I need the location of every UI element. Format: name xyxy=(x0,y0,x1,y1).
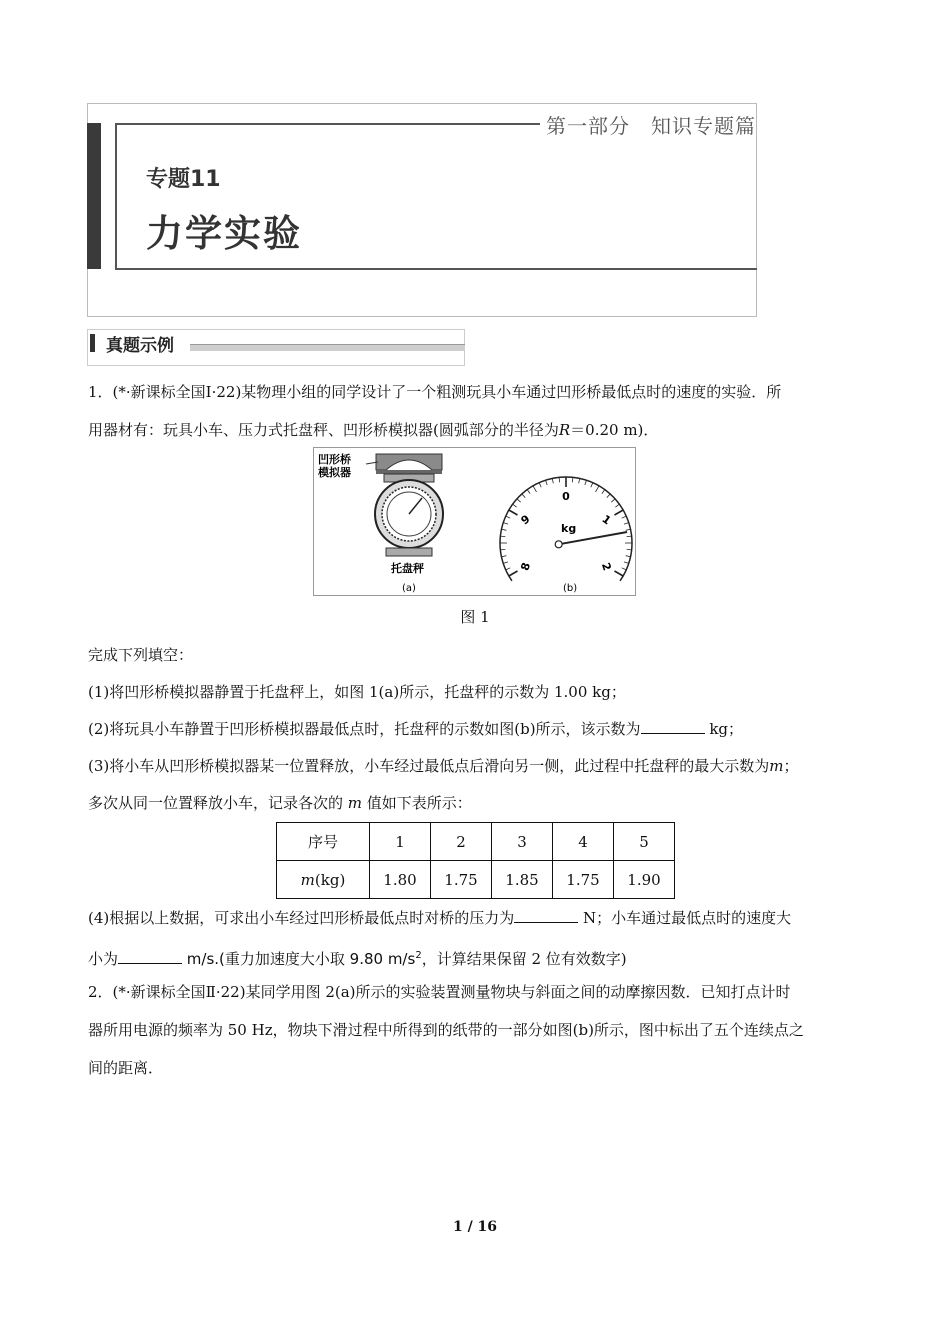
dial-tick-label: 8 xyxy=(518,561,534,573)
bridge-label: 凹形桥 xyxy=(318,453,351,466)
table-cell: 2 xyxy=(431,823,492,861)
question-1-text: 1．(*·新课标全国Ⅰ·22)某物理小组的同学设计了一个粗测玩具小车通过凹形桥最低点时的速度的实验．所 xyxy=(88,383,782,401)
item-3: 多次从同一位置释放小车，记录各次的 m 值如下表所示： xyxy=(88,794,472,812)
item-4: (4)根据以上数据，可求出小车经过凹形桥最低点时对桥的压力为 N；小车通过最低点时的速度大 xyxy=(88,909,792,927)
answer-blank[interactable] xyxy=(514,908,578,923)
answer-blank[interactable] xyxy=(641,719,705,734)
table-cell: 1.85 xyxy=(492,861,553,899)
dial-tick xyxy=(602,490,605,494)
dial-tick xyxy=(501,556,506,557)
dial-tick xyxy=(533,486,537,492)
dial-tick xyxy=(572,477,573,482)
topic-title: 力学实验 xyxy=(146,212,302,255)
dial-tick xyxy=(546,480,548,485)
dial-tick xyxy=(517,499,521,502)
dial-tick xyxy=(615,504,619,507)
section-rule xyxy=(190,344,465,351)
part-label: 第一部分 知识专题篇 xyxy=(546,114,756,138)
dial-tick xyxy=(626,556,631,557)
dial-tick xyxy=(552,478,553,483)
dial-tick xyxy=(585,480,587,485)
dial-tick xyxy=(503,523,508,525)
dial-tick xyxy=(506,516,511,518)
dial-tick-label: 0 xyxy=(562,490,570,503)
table-cell: 5 xyxy=(614,823,675,861)
item-2: (2)将玩具小车静置于凹形桥模拟器最低点时，托盘秤的示数如图(b)所示，该示数为 kg； xyxy=(88,720,744,738)
dial-tick xyxy=(539,483,541,488)
banner-divider xyxy=(115,123,117,270)
table-header-cell: m(kg) xyxy=(277,861,370,899)
dial-tick xyxy=(522,494,525,498)
dial-unit-label: kg xyxy=(561,522,577,535)
question-2-text: 间的距离． xyxy=(88,1059,164,1077)
question-2-text: 器所用电源的频率为 50 Hz，物块下滑过程中所得到的纸带的一部分如图(b)所示，图中标出了五个连续点之 xyxy=(88,1021,804,1039)
dial-tick xyxy=(579,478,580,483)
dial-tick xyxy=(509,571,518,576)
dial-tick-label: 2 xyxy=(598,561,614,573)
table-cell: 1.75 xyxy=(431,861,492,899)
dial-tick xyxy=(503,562,508,564)
dial-tick xyxy=(614,510,623,515)
topic-number: 专题11 xyxy=(146,167,221,192)
table-cell: 1 xyxy=(370,823,431,861)
item-3: (3)将小车从凹形桥模拟器某一位置释放，小车经过最低点后滑向另一侧，此过程中托盘秤的最大示数为m； xyxy=(88,757,799,775)
dial-tick xyxy=(611,499,615,502)
dial-tick-label: 9 xyxy=(518,512,533,528)
dial-tick xyxy=(622,516,627,518)
question-1-text: 用器材有：玩具小车、压力式托盘秤、凹形桥模拟器(圆弧部分的半径为R＝0.20 m)． xyxy=(88,421,659,439)
dial-tick xyxy=(500,549,505,550)
bridge-label: 模拟器 xyxy=(318,466,351,479)
instruction-text: 完成下列填空： xyxy=(88,646,194,664)
figure-caption: 图 1 xyxy=(460,608,490,626)
section-marker xyxy=(90,334,95,352)
question-2-text: 2．(*·新课标全国Ⅱ·22)某同学用图 2(a)所示的实验装置测量物块与斜面之间的动摩擦因数．已知打点计时 xyxy=(88,983,791,1001)
dial-tick xyxy=(591,483,593,488)
dial-tick xyxy=(627,536,632,537)
table-row xyxy=(277,823,675,861)
dial-hub xyxy=(555,541,562,548)
table-cell: 1.75 xyxy=(553,861,614,899)
dial-tick xyxy=(614,571,623,576)
item-4: 小为 m/s.(重力加速度大小取 9.80 $m/s^2$，计算结果保留 2 位有效数字) xyxy=(88,950,627,968)
banner-divider xyxy=(117,123,540,125)
dial-tick xyxy=(627,549,632,550)
table-row xyxy=(277,861,675,899)
dial-tick xyxy=(501,529,506,530)
subfigure-a-label: (a) xyxy=(402,583,416,594)
page-number: 1 / 16 xyxy=(452,1219,498,1235)
dial-tick xyxy=(626,529,631,530)
tray-scale-illustration xyxy=(375,454,443,556)
dial-tick xyxy=(607,494,610,498)
banner-accent-bar xyxy=(87,123,101,269)
figure-1 xyxy=(313,447,636,596)
dial-tick xyxy=(527,490,530,494)
table-cell: 1.80 xyxy=(370,861,431,899)
dial-tick-label: 1 xyxy=(599,512,614,528)
section-title: 真题示例 xyxy=(106,336,174,356)
dial-tick xyxy=(559,477,560,482)
item-1: (1)将凹形桥模拟器静置于托盘秤上，如图 1(a)所示，托盘秤的示数为 1.00 kg； xyxy=(88,683,626,701)
subfigure-b-label: (b) xyxy=(563,583,578,594)
dial-tick xyxy=(513,504,517,507)
table-cell: 3 xyxy=(492,823,553,861)
dial-tick xyxy=(509,510,518,515)
table-cell: 1.90 xyxy=(614,861,675,899)
table-header-cell: 序号 xyxy=(277,823,370,861)
answer-blank[interactable] xyxy=(118,949,182,964)
scale-label: 托盘秤 xyxy=(391,562,424,575)
dial-tick xyxy=(506,568,511,570)
dial-tick xyxy=(596,486,600,492)
dial-tick xyxy=(500,536,505,537)
dial-tick xyxy=(624,523,629,525)
dial-tick xyxy=(624,562,629,564)
banner-divider xyxy=(115,268,757,270)
measurement-table xyxy=(276,822,675,899)
dial-tick xyxy=(622,568,627,570)
table-cell: 4 xyxy=(553,823,614,861)
